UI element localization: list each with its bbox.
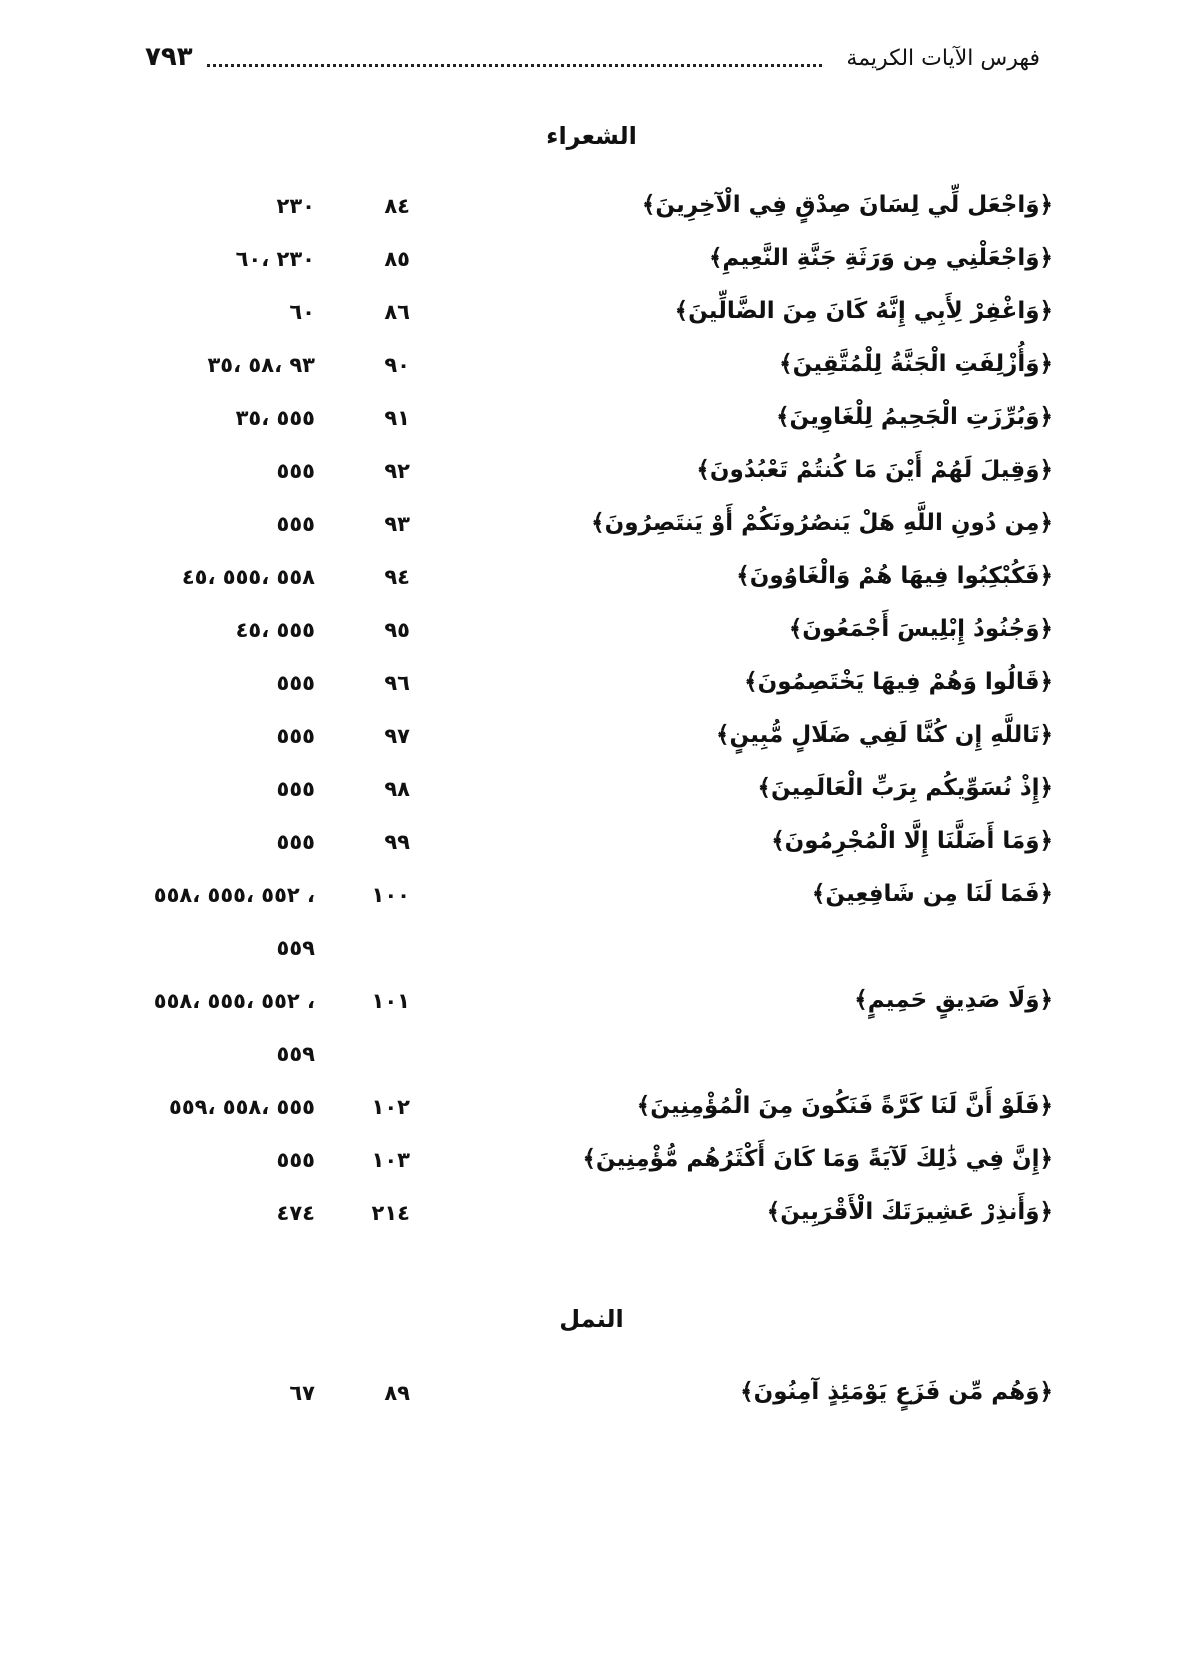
- verse-number: ٨٦: [384, 300, 410, 324]
- verse-number: ٩٠: [384, 353, 410, 377]
- page-number: ٧٩٣: [145, 42, 193, 72]
- list-item: [0, 816, 1183, 872]
- page-refs: ٥٥٢ ،٥٥٥ ،٥٥٨ ،: [153, 989, 315, 1013]
- section-title-naml: النمل: [559, 1305, 624, 1333]
- list-item: [0, 604, 1183, 660]
- verse-number: ١٠٣: [371, 1148, 410, 1172]
- page-refs: ٥٥٥ ،٣٥: [235, 406, 315, 430]
- page-refs: ٦٠: [289, 300, 315, 324]
- verse-number: ٨٩: [384, 1381, 410, 1405]
- verse-number: ١٠١: [371, 989, 410, 1013]
- verse-number: ٩٢: [384, 459, 410, 483]
- page-refs: ٥٥٥: [276, 512, 315, 536]
- page-refs: ٥٥٥: [276, 724, 315, 748]
- list-item-continuation: [0, 922, 1183, 978]
- page-refs: ٥٥٥: [276, 1148, 315, 1172]
- verse-number: ٩٥: [384, 618, 410, 642]
- verse-text: ﴿وَبُرِّزَتِ الْجَحِيمُ لِلْغَاوِينَ﴾: [776, 404, 1053, 430]
- verse-text: ﴿وَمَا أَضَلَّنَا إِلَّا الْمُجْرِمُونَ﴾: [771, 828, 1053, 854]
- verse-text: ﴿قَالُوا وَهُمْ فِيهَا يَخْتَصِمُونَ﴾: [744, 669, 1053, 695]
- list-item: [0, 710, 1183, 766]
- list-item: [0, 657, 1183, 713]
- page-refs: ٥٥٢ ،٥٥٥ ،٥٥٨ ،: [153, 883, 315, 907]
- list-item: [0, 180, 1183, 236]
- verse-text: ﴿وَجُنُودُ إِبْلِيسَ أَجْمَعُونَ﴾: [788, 616, 1053, 642]
- list-item: [0, 869, 1183, 925]
- list-item: [0, 339, 1183, 395]
- verse-number: ٩٦: [384, 671, 410, 695]
- header-title: فهرس الآيات الكريمة: [846, 46, 1040, 71]
- verse-text: ﴿فَلَوْ أَنَّ لَنَا كَرَّةً فَنَكُونَ مِنَ الْمُؤْمِنِينَ﴾: [636, 1093, 1053, 1119]
- verse-number: ١٠٢: [371, 1095, 410, 1119]
- verse-text: ﴿مِن دُونِ اللَّهِ هَلْ يَنصُرُونَكُمْ أَوْ يَنتَصِرُونَ﴾: [591, 510, 1053, 536]
- page-refs: ٦٧: [289, 1381, 315, 1405]
- verse-text: ﴿فَمَا لَنَا مِن شَافِعِينَ﴾: [811, 881, 1053, 907]
- verse-number: ٩٨: [384, 777, 410, 801]
- list-item: [0, 1134, 1183, 1190]
- verse-number: ٩٩: [384, 830, 410, 854]
- verse-number: ٩١: [384, 406, 410, 430]
- verse-number: ١٠٠: [371, 883, 410, 907]
- verse-text: ﴿وَقِيلَ لَهُمْ أَيْنَ مَا كُنتُمْ تَعْبُدُونَ﴾: [696, 457, 1053, 483]
- verse-number: ٨٤: [384, 194, 410, 218]
- page-refs: ٥٥٥: [276, 777, 315, 801]
- verse-text: ﴿وَاجْعَل لِّي لِسَانَ صِدْقٍ فِي الْآخِرِينَ﴾: [641, 192, 1053, 218]
- verse-text: ﴿وَأُزْلِفَتِ الْجَنَّةُ لِلْمُتَّقِينَ﴾: [779, 351, 1053, 377]
- list-item: [0, 445, 1183, 501]
- verse-number: ٢١٤: [371, 1201, 410, 1225]
- list-item: [0, 763, 1183, 819]
- verse-text: ﴿إِذْ نُسَوِّيكُم بِرَبِّ الْعَالَمِينَ﴾: [757, 775, 1053, 801]
- list-item: [0, 1367, 1183, 1423]
- page-refs: ٥٥٥: [276, 830, 315, 854]
- verse-text: ﴿فَكُبْكِبُوا فِيهَا هُمْ وَالْغَاوُونَ﴾: [736, 563, 1053, 589]
- section-title-shuara: الشعراء: [546, 122, 637, 150]
- verse-text: ﴿وَهُم مِّن فَزَعٍ يَوْمَئِذٍ آمِنُونَ﴾: [740, 1379, 1053, 1405]
- list-item: [0, 975, 1183, 1031]
- list-item: [0, 233, 1183, 289]
- page-refs: ٢٣٠ ،٦٠: [235, 247, 315, 271]
- list-item: [0, 1187, 1183, 1243]
- verse-text: ﴿وَاجْعَلْنِي مِن وَرَثَةِ جَنَّةِ النَّعِيمِ﴾: [708, 245, 1053, 271]
- page-header: [145, 40, 1040, 80]
- list-item-continuation: [0, 1028, 1183, 1084]
- page-refs: ٥٥٥: [276, 459, 315, 483]
- list-item: [0, 1081, 1183, 1137]
- page-refs: ٥٥٥ ،٥٥٨ ،٥٥٩: [169, 1095, 315, 1119]
- verse-number: ٩٧: [384, 724, 410, 748]
- verse-text: ﴿وَلَا صَدِيقٍ حَمِيمٍ﴾: [854, 987, 1053, 1013]
- verse-number: ٩٣: [384, 512, 410, 536]
- page-refs: ٤٧٤: [276, 1201, 315, 1225]
- page-refs: ٥٥٥ ،٤٥: [235, 618, 315, 642]
- page-refs: ٢٣٠: [276, 194, 315, 218]
- verse-text: ﴿إِنَّ فِي ذَٰلِكَ لَآيَةً وَمَا كَانَ أَكْثَرُهُم مُّؤْمِنِينَ﴾: [582, 1146, 1053, 1172]
- page-refs: ٥٥٨ ،٥٥٥ ،٤٥: [181, 565, 315, 589]
- verse-text: ﴿وَاغْفِرْ لِأَبِي إِنَّهُ كَانَ مِنَ الضَّالِّينَ﴾: [674, 298, 1053, 324]
- list-item: [0, 498, 1183, 554]
- list-item: [0, 392, 1183, 448]
- page-refs: ٥٥٥: [276, 671, 315, 695]
- verse-text: ﴿وَأَنذِرْ عَشِيرَتَكَ الْأَقْرَبِينَ﴾: [766, 1199, 1053, 1225]
- page-refs: ٥٥٩: [276, 936, 315, 960]
- verse-number: ٨٥: [384, 247, 410, 271]
- verse-number: ٩٤: [384, 565, 410, 589]
- page-refs: ٥٥٩: [276, 1042, 315, 1066]
- verse-text: ﴿تَاللَّهِ إِن كُنَّا لَفِي ضَلَالٍ مُّبِينٍ﴾: [716, 722, 1053, 748]
- list-item: [0, 286, 1183, 342]
- list-item: [0, 551, 1183, 607]
- header-leader-dots: [207, 64, 822, 67]
- page-refs: ٩٣ ،٥٨ ،٣٥: [207, 353, 315, 377]
